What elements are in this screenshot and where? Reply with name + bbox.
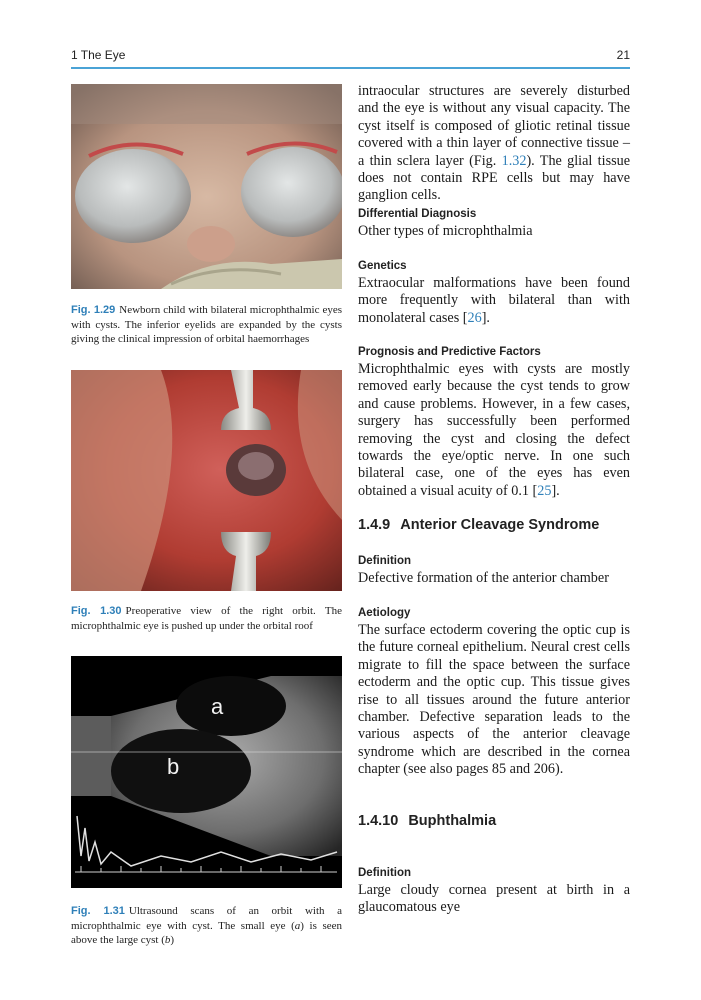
section-1-4-9-heading bbox=[358, 517, 630, 533]
running-header bbox=[71, 46, 630, 66]
definition-2-text: Large cloudy cornea present at birth in a glaucomatous eye bbox=[358, 882, 630, 916]
intro-text-2: ). The glial tissue does not contain RPE cells but may have ganglion cells. bbox=[358, 152, 631, 204]
section-title: Anterior Cleavage Syndrome bbox=[400, 517, 600, 533]
caption-text: Preoperative view of the right orbit. The microphthalmic eye is pushed up under the orbital roof bbox=[71, 605, 342, 632]
differential-diagnosis-text: Other types of microphthalmia bbox=[358, 223, 533, 239]
heading-definition-2: Definition bbox=[358, 867, 412, 879]
chapter-title: 1 The Eye bbox=[71, 48, 126, 62]
prognosis-body-end: ]. bbox=[551, 482, 560, 499]
caption-italic-a: a bbox=[294, 919, 301, 932]
figure-1-29-caption bbox=[71, 303, 342, 347]
ultrasound-label-b: b bbox=[167, 754, 180, 779]
genetics-body-end: ]. bbox=[481, 309, 490, 326]
citation-link[interactable]: 26 bbox=[467, 309, 482, 326]
figure-label: Fig. 1.29 bbox=[71, 304, 116, 316]
aetiology-text: The surface ectoderm covering the optic cup is the future corneal epithelium. Neural crest cells migrate to fill the space between the surface ectoderm and the optic cup. This tissue gives rise to all tissues around the future anterior chamber. Defective separation leads to the various aspects of the anterior cleavage syndrome which are described in the cornea chapter (see also pages 85 and 206). bbox=[358, 622, 630, 778]
section-number: 1.4.10 bbox=[358, 813, 399, 829]
genetics-text bbox=[358, 275, 630, 327]
citation-link[interactable]: 25 bbox=[537, 482, 552, 499]
caption-text: Ultrasound scans of an orbit with a microphthalmic eye with cyst. The small eye ( bbox=[71, 905, 342, 932]
figure-1-30-caption bbox=[71, 604, 342, 633]
intro-text: intraocular structures are severely disturbed and the eye is without any visual capacity. The cyst itself is composed of gliotic retinal tissue covered with a thin layer of connective tissue – a thin sclera layer (Fig. bbox=[358, 83, 630, 169]
page-number: 21 bbox=[616, 48, 630, 62]
genetics-body: Extraocular malformations have been found more frequently with bilateral than with monolateral cases [ bbox=[358, 275, 630, 326]
heading-definition-1: Definition bbox=[358, 555, 412, 567]
figure-1-31-caption bbox=[71, 904, 342, 948]
heading-prognosis: Prognosis and Predictive Factors bbox=[358, 346, 541, 358]
heading-aetiology: Aetiology bbox=[358, 607, 411, 619]
figure-1-30-photo bbox=[71, 370, 342, 591]
ultrasound-label-a: a bbox=[211, 694, 224, 719]
figure-label: Fig. 1.31 bbox=[71, 905, 125, 917]
section-1-4-10-heading bbox=[358, 813, 630, 829]
prognosis-text bbox=[358, 361, 630, 500]
heading-differential-diagnosis: Differential Diagnosis bbox=[358, 208, 477, 220]
section-number: 1.4.9 bbox=[358, 517, 391, 533]
section-title: Buphthalmia bbox=[408, 813, 497, 829]
figure-1-29-photo bbox=[71, 84, 342, 289]
caption-italic-b: b bbox=[164, 934, 171, 947]
figure-1-31-ultrasound bbox=[71, 656, 342, 888]
definition-1-text: Defective formation of the anterior chamber bbox=[358, 570, 609, 586]
figure-reference-link[interactable]: 1.32 bbox=[501, 152, 527, 169]
intro-paragraph bbox=[358, 83, 630, 205]
caption-text-2: ) is seen above the large cyst ( bbox=[71, 919, 342, 947]
figure-label: Fig. 1.30 bbox=[71, 605, 122, 617]
prognosis-body: Microphthalmic eyes with cysts are mostly removed early because the cyst tends to grow and cause problems. However, in a few cases, surgery has successfully been performed removing the cyst and closing the defect towards the eye/optic nerve. In one such bilateral case, one of the eyes has even obtained a visual acuity of 0.1 [ bbox=[358, 361, 630, 499]
header-rule bbox=[71, 67, 630, 69]
caption-text: Newborn child with bilateral microphthalmic eyes with cysts. The inferior eyelids are expanded by the cysts giving the clinical impression of orbital haemorrhages bbox=[71, 304, 342, 346]
heading-genetics: Genetics bbox=[358, 260, 407, 272]
caption-text-3: ) bbox=[170, 934, 175, 947]
